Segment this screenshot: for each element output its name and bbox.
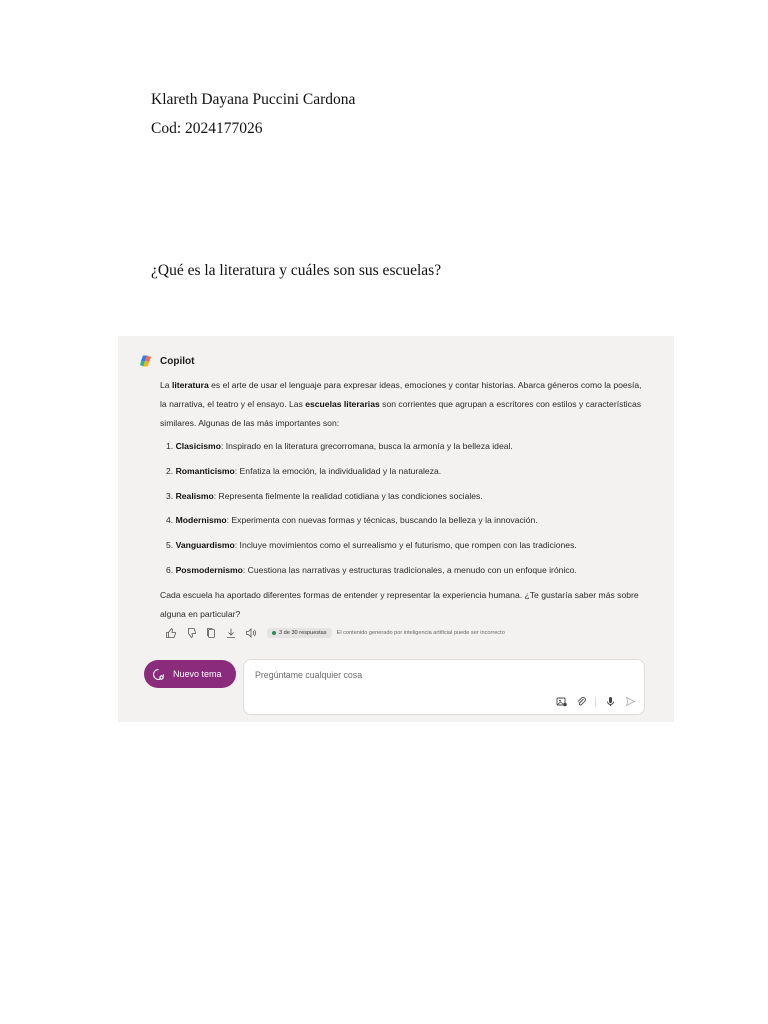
- new-topic-label: Nuevo tema: [173, 669, 222, 679]
- schools-list: [160, 437, 645, 580]
- author-name: Klareth Dayana Puccini Cardona: [151, 91, 356, 108]
- copilot-logo-icon: [139, 354, 153, 368]
- school-description: : Enfatiza la emoción, la individualidad y la naturaleza.: [234, 465, 442, 476]
- list-item: [166, 536, 645, 555]
- answer-closing: Cada escuela ha aportado diferentes formas de entender y representar la experiencia humana. ¿Te gustaría saber más sobre alguna en particular?: [160, 589, 639, 619]
- school-name: Realismo: [175, 490, 214, 501]
- attachment-icon[interactable]: [576, 696, 587, 707]
- school-name: Romanticismo: [175, 465, 235, 476]
- image-upload-icon[interactable]: [556, 696, 567, 707]
- list-item: [166, 462, 645, 481]
- copy-icon[interactable]: [205, 627, 217, 639]
- responses-counter-text: 3 de 30 respuestas: [279, 630, 327, 636]
- school-name: Vanguardismo: [175, 540, 235, 551]
- download-icon[interactable]: [225, 627, 237, 639]
- thumbs-up-icon[interactable]: [165, 627, 177, 639]
- item-number: 3.: [166, 490, 176, 501]
- copilot-header: [139, 354, 194, 368]
- send-icon[interactable]: [625, 696, 636, 707]
- intro-bold-literatura: literatura: [171, 380, 209, 390]
- assistant-answer: [160, 376, 645, 624]
- answer-intro: [160, 376, 645, 433]
- school-description: : Representa fielmente la realidad cotidiana y las condiciones sociales.: [213, 490, 483, 501]
- school-description: : Inspirado en la literatura grecorromana, busca la armonía y la belleza ideal.: [220, 441, 513, 451]
- school-name: Modernismo: [175, 515, 227, 526]
- item-number: 1.: [166, 441, 176, 451]
- item-number: 2.: [166, 465, 176, 476]
- microphone-icon[interactable]: [605, 696, 616, 707]
- item-number: 5.: [166, 540, 176, 551]
- composer-actions: [547, 696, 636, 707]
- response-actions: [165, 627, 505, 639]
- list-item: [166, 437, 645, 456]
- chat-composer: [243, 659, 645, 715]
- chat-input[interactable]: [253, 669, 557, 681]
- list-item: [166, 511, 645, 530]
- intro-text-3: son corrientes que agrupan a escritores con estilos y características similares. Algunas de las más importantes son:: [160, 399, 642, 428]
- copilot-brand-name: Copilot: [160, 355, 195, 367]
- intro-bold-escuelas: escuelas literarias: [305, 399, 380, 409]
- list-item: [166, 487, 645, 506]
- divider: [595, 697, 596, 707]
- student-code: Cod: 2024177026: [151, 120, 263, 137]
- list-item: [166, 561, 645, 580]
- speaker-icon[interactable]: [245, 627, 257, 639]
- intro-text-1: La: [160, 380, 172, 390]
- responses-counter-badge: [267, 628, 332, 638]
- school-description: : Cuestiona las narrativas y estructuras tradicionales, a menudo con un enfoque irónico.: [242, 564, 577, 575]
- ai-disclaimer: El contenido generado por inteligencia artificial puede ser incorrecto: [336, 630, 505, 636]
- copilot-screenshot: [118, 336, 674, 722]
- thumbs-down-icon[interactable]: [185, 627, 197, 639]
- school-name: Posmodernismo: [175, 564, 243, 575]
- item-number: 4.: [166, 515, 176, 526]
- new-topic-button[interactable]: [144, 660, 236, 688]
- question-heading: ¿Qué es la literatura y cuáles son sus escuelas?: [151, 262, 442, 279]
- school-name: Clasicismo: [175, 441, 221, 451]
- item-number: 6.: [166, 564, 176, 575]
- school-description: : Incluye movimientos como el surrealismo y el futurismo, que rompen con las tradiciones.: [234, 540, 577, 551]
- new-chat-icon: [152, 668, 165, 681]
- intro-text-2: es el arte de usar el lenguaje para expresar ideas, emociones y contar historias. Abarca géneros como la poesía, la narrativa, el teatro y el ensayo. Las: [160, 380, 642, 409]
- status-dot: [272, 631, 276, 635]
- school-description: : Experimenta con nuevas formas y técnicas, buscando la belleza y la innovación.: [226, 515, 538, 526]
